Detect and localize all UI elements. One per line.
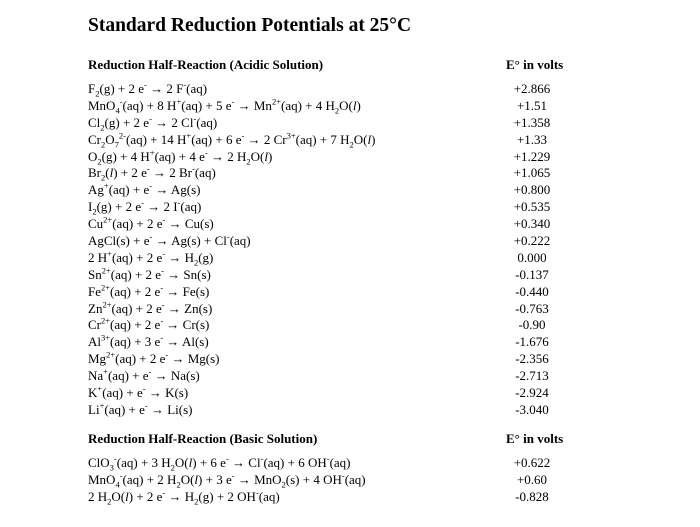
basic-reaction-column-header: Reduction Half-Reaction (Basic Solution)	[88, 431, 318, 446]
basic-reaction-table	[88, 455, 598, 506]
table-row	[88, 455, 598, 472]
reduction-potential: +2.866	[513, 81, 551, 96]
reduction-potential: -0.137	[515, 266, 549, 282]
reduction-potential: +1.229	[513, 148, 551, 164]
basic-potential-column-header: E° in volts	[506, 431, 564, 446]
table-row	[88, 385, 598, 402]
half-reaction: K+(aq) + e- → K(s)	[88, 383, 189, 401]
page-title: Standard Reduction Potentials at 25°C	[88, 15, 412, 36]
reduction-potential: -2.924	[515, 385, 549, 401]
table-row	[88, 132, 598, 149]
reduction-potential: +1.51	[516, 97, 548, 113]
table-row	[88, 233, 598, 250]
reduction-potential: -1.676	[515, 334, 549, 350]
reduction-potential: -2.713	[515, 368, 549, 384]
table-row	[88, 98, 598, 115]
half-reaction: 2 H+(aq) + 2 $e^- \to H_2(g)$	[88, 248, 214, 268]
reduction-potential: -2.356	[515, 351, 549, 367]
table-row	[88, 368, 598, 385]
table-row	[88, 317, 598, 334]
reduction-potential: -3.040	[515, 401, 549, 417]
reduction-potential: +1.33	[516, 131, 548, 147]
table-row	[88, 149, 598, 166]
half-reaction: $Cr_2O_7^{2-}(aq) + 14$ H+(aq) + 6 e- → 2 $Cr^{3+}(aq) + 7$ $H_2O(l)$	[88, 130, 376, 150]
half-reaction: Li+(aq) + e- → Li(s)	[88, 400, 193, 417]
table-row	[88, 165, 598, 182]
half-reaction: $Cu^{2+}(aq) + 2$ e- → Cu(s)	[88, 214, 214, 232]
half-reaction: Na+(aq) + e- → Na(s)	[88, 366, 200, 384]
table-row	[88, 199, 598, 216]
table-row	[88, 284, 598, 301]
reduction-potential: -0.763	[515, 300, 549, 316]
half-reaction: MnO$_4$-(aq) + 2 $H_2O(l) + 3$ e- → MnO$_2$(s) + 4 OH-(aq)	[88, 470, 366, 490]
basic-section-header	[88, 431, 580, 447]
reduction-potential: +1.065	[513, 165, 551, 181]
table-row	[88, 301, 598, 318]
half-reaction: $Fe^{2+}(aq) + 2$ e- → Fe(s)	[88, 282, 210, 299]
reduction-potential: +0.800	[513, 182, 551, 198]
half-reaction: $Br_2(l) + 2$ e- → 2 Br-(aq)	[88, 164, 216, 184]
acidic-section-header	[88, 57, 580, 73]
half-reaction: $O_2(g) + 4$ H+(aq) + 4 e- → 2 $H_2O(l)$	[88, 147, 273, 167]
acidic-reaction-table	[88, 81, 598, 419]
reduction-potential: +1.358	[513, 114, 551, 130]
reduction-potential: +0.60	[516, 471, 548, 487]
reduction-potential: 0.000	[517, 249, 547, 265]
table-row	[88, 250, 598, 267]
reduction-potential: -0.440	[515, 283, 549, 299]
table-row	[88, 402, 598, 419]
half-reaction: Ag+(aq) + e- → Ag(s)	[88, 181, 201, 198]
reduction-potential: -0.828	[515, 488, 549, 504]
half-reaction: $I_2(g) + 2$ e- → 2 I-(aq)	[88, 197, 202, 217]
table-row	[88, 115, 598, 132]
table-row	[88, 267, 598, 284]
reduction-potential: +0.622	[513, 455, 551, 470]
table-row	[88, 351, 598, 368]
reduction-potential: +0.222	[513, 233, 551, 249]
table-row	[88, 182, 598, 199]
half-reaction: MnO$_4$-(aq) + 8 H+(aq) + 5 $e^- \to Mn^{2+}(aq) + 4$ $H_2O(l)$	[88, 96, 361, 116]
acidic-reaction-column-header: Reduction Half-Reaction (Acidic Solution)	[88, 57, 324, 72]
half-reaction: AgCl(s) + e- → Ag(s) + Cl-(aq)	[88, 231, 251, 249]
reduction-potential: +0.535	[513, 199, 551, 215]
table-row	[88, 216, 598, 233]
reduction-potential: +0.340	[513, 216, 551, 232]
table-row	[88, 489, 598, 506]
table-row	[88, 81, 598, 98]
table-row	[88, 472, 598, 489]
reduction-potential: -0.90	[518, 317, 546, 333]
acidic-potential-column-header: E° in volts	[506, 57, 564, 72]
half-reaction: ClO$_3$-(aq) + 3 $H_2O(l) + 6$ e- → Cl-(aq) + 6 OH-(aq)	[88, 453, 351, 473]
table-row	[88, 334, 598, 351]
half-reaction: $Al^{3+}(aq) + 3$ e- → Al(s)	[88, 333, 209, 350]
half-reaction: $Mg^{2+}(aq) + 2$ e- → Mg(s)	[88, 349, 220, 367]
half-reaction: 2 $H_2O(l) + 2$ $e^- \to H_2(g) + 2$ OH-(aq)	[88, 487, 280, 507]
half-reaction: $Cl_2(g) + 2$ e- → 2 Cl-(aq)	[88, 113, 218, 133]
half-reaction: $Sn^{2+}(aq) + 2$ e- → Sn(s)	[88, 265, 211, 282]
half-reaction: $Cr^{2+}(aq) + 2$ e- → Cr(s)	[88, 316, 210, 333]
half-reaction: $Zn^{2+}(aq) + 2$ e- → Zn(s)	[88, 299, 213, 316]
half-reaction: $F_2(g) + 2$ e- → 2 F-(aq)	[88, 79, 208, 99]
